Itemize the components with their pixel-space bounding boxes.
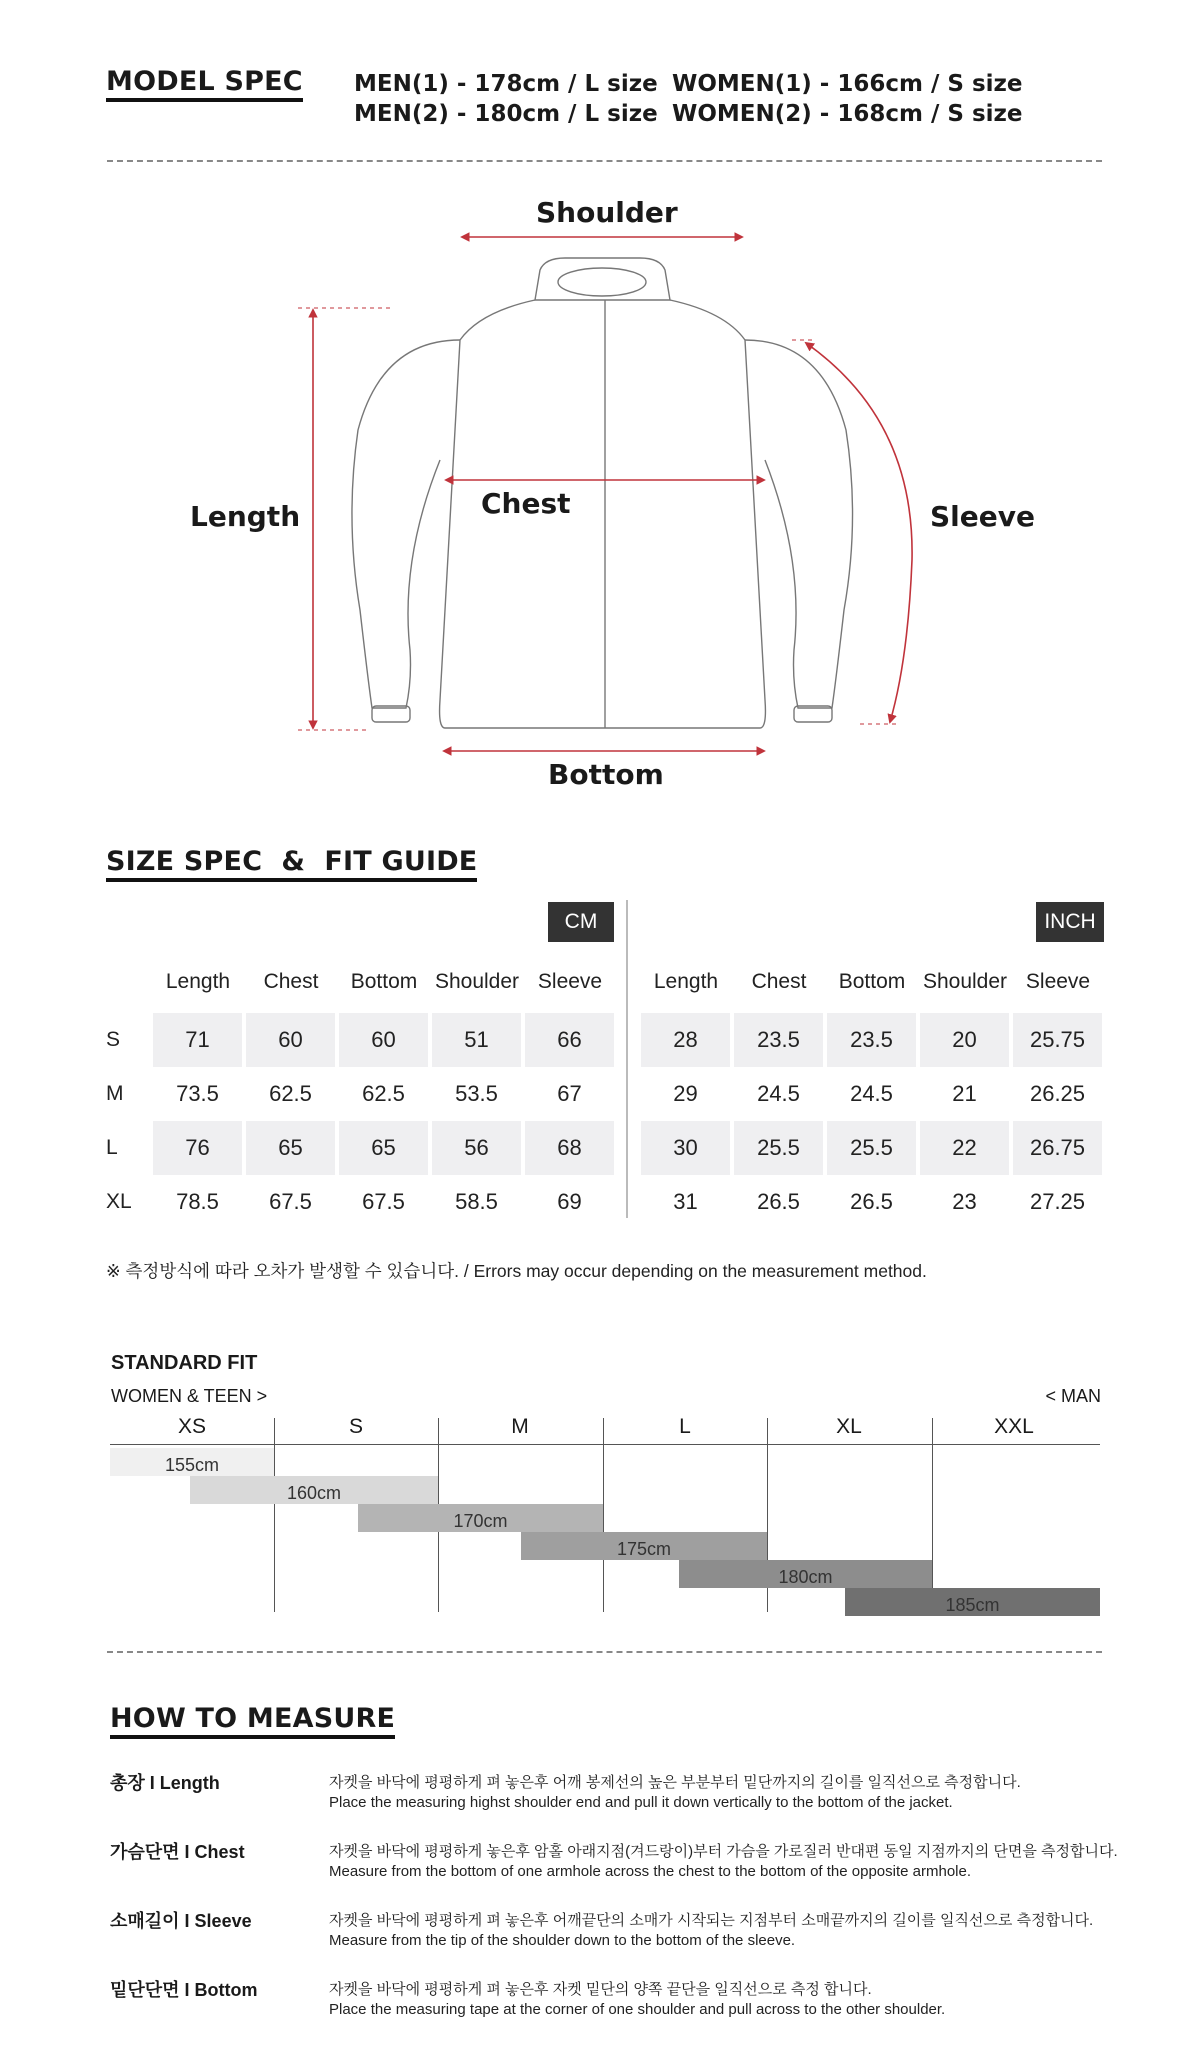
- col-header-inch: Shoulder: [922, 970, 1008, 993]
- fit-height-bar: 180cm: [679, 1560, 932, 1588]
- cm-cell: 78.5: [176, 1189, 219, 1214]
- cm-cell: 62.5: [269, 1081, 312, 1106]
- jacket-diagram: [0, 170, 1201, 810]
- inch-cell: 31: [673, 1189, 698, 1214]
- cm-cell: 65: [339, 1121, 428, 1175]
- row-label-size: M: [106, 1082, 124, 1105]
- cm-cell: 66: [525, 1013, 614, 1067]
- measure-desc-en: Place the measuring highst shoulder end and pull it down vertically to the bottom of the jacket.: [329, 1794, 953, 1811]
- fit-height-bar: 170cm: [358, 1504, 603, 1532]
- divider-top: [107, 160, 1102, 162]
- row-label-size: XL: [106, 1190, 132, 1213]
- col-header-inch: Bottom: [838, 970, 906, 993]
- inch-cell: 20: [920, 1013, 1009, 1067]
- measure-desc-en: Measure from the tip of the shoulder down to the bottom of the sleeve.: [329, 1932, 796, 1949]
- inch-cell: 21: [952, 1081, 977, 1106]
- inch-cell: 24.5: [850, 1081, 893, 1106]
- jacket-outline: [352, 258, 853, 728]
- cm-cell: 60: [339, 1013, 428, 1067]
- fit-title: STANDARD FIT: [111, 1352, 258, 1374]
- inch-cell: 23.5: [734, 1013, 823, 1067]
- cm-cell: 67.5: [269, 1189, 312, 1214]
- fit-size-label: L: [679, 1415, 691, 1438]
- fit-column-divider: [603, 1418, 604, 1612]
- fit-size-label: S: [348, 1415, 363, 1438]
- inch-cell: 27.25: [1029, 1189, 1086, 1214]
- how-to-measure-title: HOW TO MEASURE: [110, 1705, 395, 1739]
- fit-height-bar: 155cm: [110, 1448, 274, 1476]
- unit-divider: [626, 900, 628, 1218]
- fit-size-label: XXL: [994, 1415, 1034, 1438]
- cm-cell: 67: [557, 1081, 582, 1106]
- inch-cell: 25.5: [734, 1121, 823, 1175]
- fit-size-label: XS: [177, 1415, 206, 1438]
- inch-cell: 25.75: [1013, 1013, 1102, 1067]
- fit-size-label: M: [511, 1415, 529, 1438]
- model-spec-men1: MEN(1) - 178cm / L size: [354, 71, 658, 97]
- measure-desc-en: Place the measuring tape at the corner of one shoulder and pull across to the other shoulder.: [329, 2001, 946, 2018]
- inch-cell: 23.5: [827, 1013, 916, 1067]
- cm-cell: 60: [246, 1013, 335, 1067]
- cm-cell: 76: [153, 1121, 242, 1175]
- col-header-cm: Sleeve: [537, 970, 603, 993]
- measure-term: 총장 I Length: [110, 1773, 220, 1793]
- cm-cell: 58.5: [455, 1189, 498, 1214]
- fit-column-divider: [932, 1418, 933, 1612]
- inch-cell: 28: [641, 1013, 730, 1067]
- fit-height-bar: 175cm: [521, 1532, 767, 1560]
- row-label-size: L: [106, 1136, 118, 1159]
- inch-cell: 29: [673, 1081, 698, 1106]
- cm-cell: 62.5: [362, 1081, 405, 1106]
- sleeve-arrow: [806, 343, 912, 722]
- model-spec-title: MODEL SPEC: [106, 68, 303, 102]
- col-header-inch: Sleeve: [1025, 970, 1091, 993]
- diagram-label-sleeve: Sleeve: [930, 500, 1035, 533]
- cm-cell: 67.5: [362, 1189, 405, 1214]
- measure-desc-ko: 자켓을 바닥에 평평하게 펴 놓은후 자켓 밑단의 양쪽 끝단을 일직선으로 측정 합니다.: [329, 1981, 872, 1998]
- size-spec-title: SIZE SPEC & FIT GUIDE: [106, 848, 477, 882]
- inch-cell: 26.5: [757, 1189, 800, 1214]
- divider-bottom: [107, 1651, 1102, 1653]
- diagram-label-chest: Chest: [481, 487, 571, 520]
- cm-cell: 71: [153, 1013, 242, 1067]
- inch-cell: 22: [920, 1121, 1009, 1175]
- fit-left-label: WOMEN & TEEN >: [111, 1386, 268, 1406]
- diagram-label-bottom: Bottom: [548, 758, 664, 791]
- cm-cell: 73.5: [176, 1081, 219, 1106]
- measurement-note: ※ 측정방식에 따라 오차가 발생할 수 있습니다. / Errors may occur depending on the measurement method.: [106, 1261, 927, 1281]
- measure-desc-en: Measure from the bottom of one armhole across the chest to the bottom of the opposite armhole.: [329, 1863, 972, 1880]
- fit-height-bar: 160cm: [190, 1476, 438, 1504]
- inch-cell: 26.5: [850, 1189, 893, 1214]
- measure-desc-ko: 자켓을 바닥에 평평하게 펴 놓은후 어깨끝단의 소매가 시작되는 지점부터 소매끝까지의 길이를 일직선으로 측정합니다.: [329, 1912, 1094, 1929]
- col-header-cm: Shoulder: [434, 970, 520, 993]
- inch-cell: 26.75: [1013, 1121, 1102, 1175]
- row-label-size: S: [106, 1028, 121, 1051]
- col-header-cm: Length: [165, 970, 231, 993]
- inch-cell: 23: [952, 1189, 977, 1214]
- inch-cell: 26.25: [1029, 1081, 1086, 1106]
- measure-desc-ko: 자켓을 바닥에 평평하게 놓은후 암홀 아래지점(겨드랑이)부터 가슴을 가로질러 반대편 동일 지점까지의 단면을 측정합니다.: [329, 1843, 1118, 1860]
- inch-badge: INCH: [1036, 902, 1104, 942]
- cm-badge: CM: [548, 902, 614, 942]
- fit-column-divider: [274, 1418, 275, 1612]
- cm-cell: 51: [432, 1013, 521, 1067]
- cm-cell: 69: [557, 1189, 582, 1214]
- cm-cell: 56: [432, 1121, 521, 1175]
- measure-desc-ko: 자켓을 바닥에 평평하게 펴 놓은후 어깨 봉제선의 높은 부분부터 밑단까지의 길이를 일직선으로 측정합니다.: [329, 1774, 1021, 1791]
- fit-baseline: [110, 1444, 1100, 1445]
- cm-cell: 68: [525, 1121, 614, 1175]
- cm-cell: 53.5: [455, 1081, 498, 1106]
- inch-cell: 30: [641, 1121, 730, 1175]
- col-header-cm: Chest: [263, 970, 319, 993]
- fit-height-bar: 185cm: [845, 1588, 1100, 1616]
- measure-term: 밑단단면 I Bottom: [110, 1980, 258, 2000]
- col-header-inch: Chest: [751, 970, 807, 993]
- model-spec-men2: MEN(2) - 180cm / L size: [354, 101, 658, 127]
- fit-right-label: < MAN: [1045, 1386, 1101, 1406]
- cm-cell: 65: [246, 1121, 335, 1175]
- diagram-label-shoulder: Shoulder: [536, 196, 678, 229]
- inch-cell: 24.5: [757, 1081, 800, 1106]
- inch-cell: 25.5: [827, 1121, 916, 1175]
- measure-term: 가슴단면 I Chest: [110, 1842, 245, 1862]
- col-header-cm: Bottom: [350, 970, 418, 993]
- measure-term: 소매길이 I Sleeve: [110, 1911, 252, 1931]
- model-spec-women1: WOMEN(1) - 166cm / S size: [672, 71, 1023, 97]
- fit-size-label: XL: [836, 1415, 862, 1438]
- diagram-label-length: Length: [190, 500, 301, 533]
- model-spec-women2: WOMEN(2) - 168cm / S size: [672, 101, 1023, 127]
- col-header-inch: Length: [653, 970, 719, 993]
